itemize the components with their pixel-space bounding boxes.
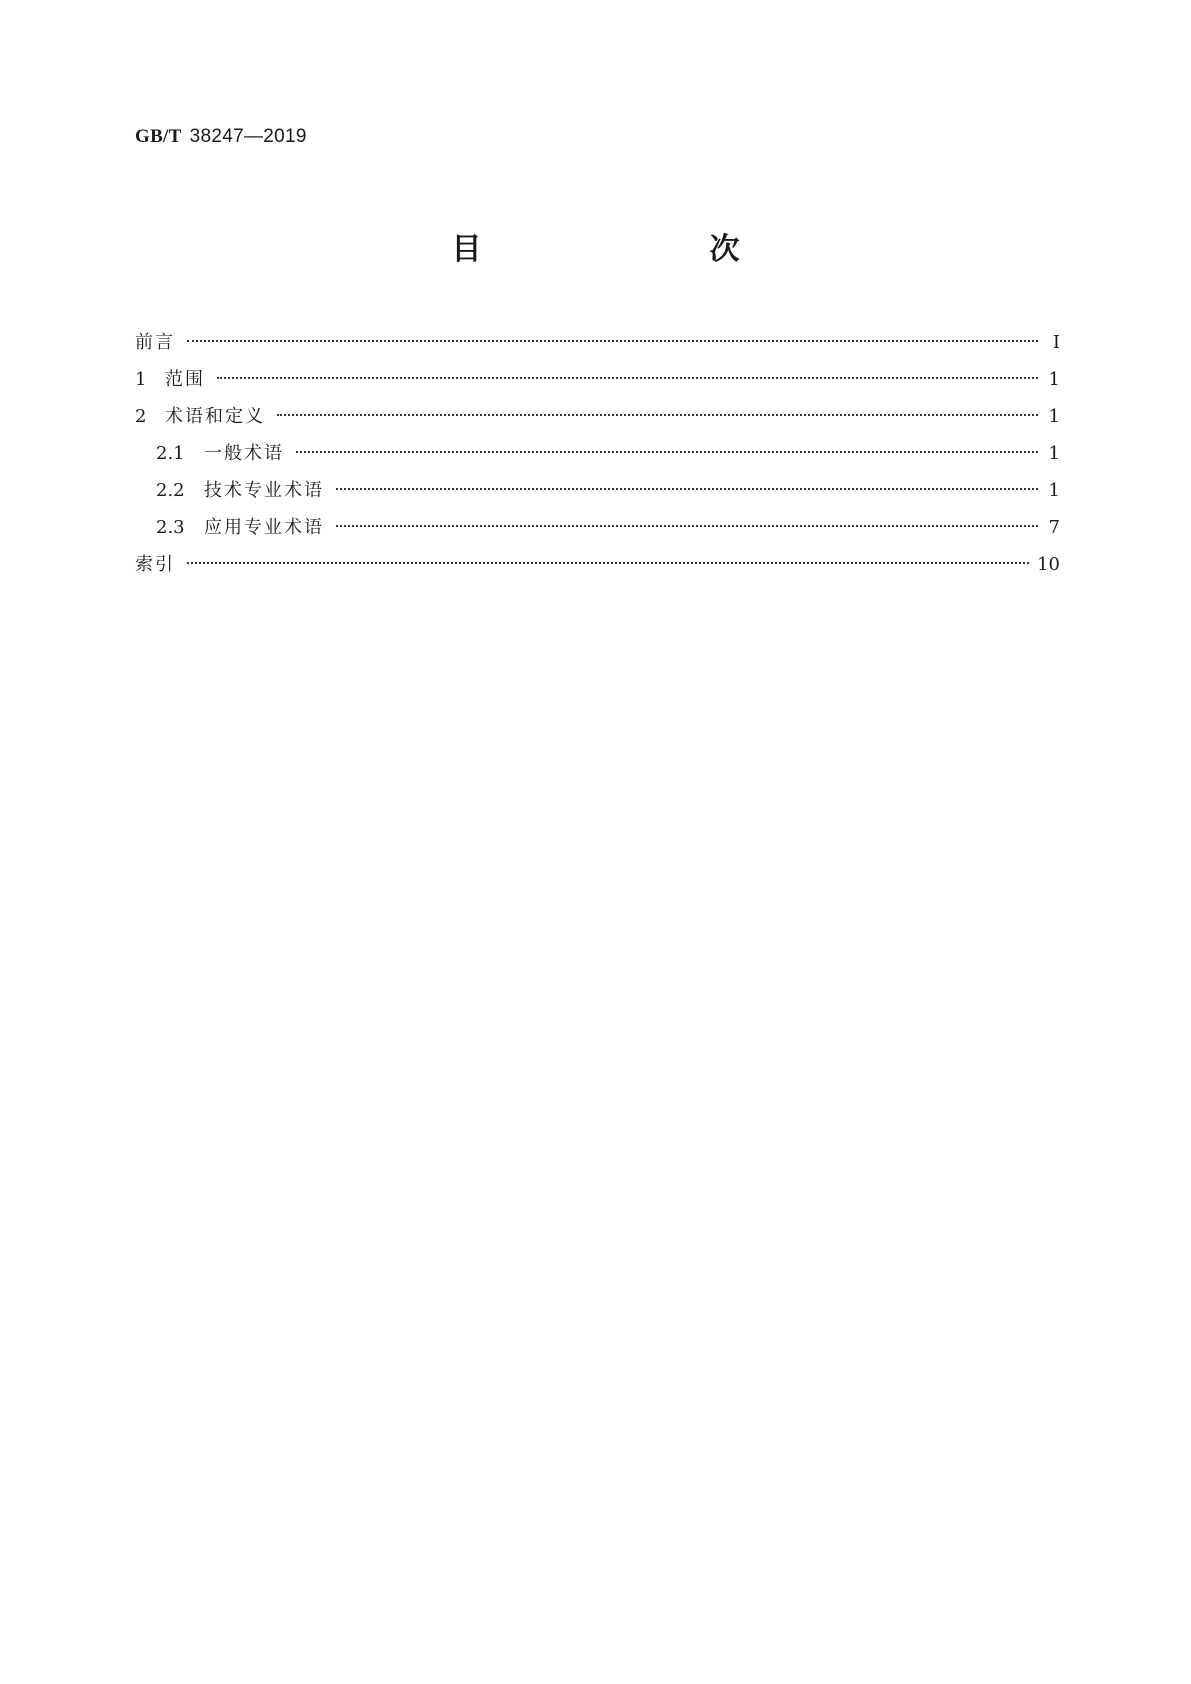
toc-entry-terms-definitions[interactable] (135, 398, 1060, 435)
toc-leader-dots (336, 525, 1038, 527)
toc-entry-label: 前言 (135, 332, 175, 353)
toc-entry-page: 7 (1048, 517, 1060, 538)
toc-entry-label: 术语和定义 (165, 406, 265, 427)
toc-entry-label: 应用专业术语 (204, 517, 324, 538)
toc-entry-page: 10 (1037, 554, 1060, 575)
toc-entry-label: 技术专业术语 (204, 480, 324, 501)
toc-entry-page: 1 (1048, 443, 1060, 464)
toc-entry-technical-terms[interactable] (135, 472, 1060, 509)
toc-leader-dots (217, 377, 1038, 379)
standard-prefix: GB/T (135, 126, 182, 147)
toc-entry-label: 范围 (165, 369, 205, 390)
toc-entry-label: 一般术语 (204, 443, 284, 464)
toc-entry-page: 1 (1048, 480, 1060, 501)
toc-entry-foreword[interactable] (135, 324, 1060, 361)
toc-entry-number: 2.1 (156, 443, 185, 464)
page-title: 目 次 (451, 232, 796, 267)
toc-entry-number: 2 (135, 406, 147, 427)
toc-leader-dots (336, 488, 1038, 490)
toc-entry-application-terms[interactable] (135, 509, 1060, 546)
toc-entry-number: 2.2 (156, 480, 185, 501)
toc-entry-label: 索引 (135, 554, 175, 575)
toc-entry-page: 1 (1048, 406, 1060, 427)
toc-entry-index[interactable] (135, 546, 1060, 583)
toc-entry-general-terms[interactable] (135, 435, 1060, 472)
toc-entry-page: Ⅰ (1052, 332, 1060, 353)
toc-entry-page: 1 (1048, 369, 1060, 390)
standard-number: 38247—2019 (189, 126, 307, 147)
toc-leader-dots (187, 562, 1029, 564)
table-of-contents (135, 324, 1060, 583)
toc-entry-scope[interactable] (135, 361, 1060, 398)
toc-leader-dots (277, 414, 1038, 416)
toc-entry-number: 1 (135, 369, 147, 390)
standard-code (135, 126, 307, 148)
toc-leader-dots (296, 451, 1038, 453)
toc-leader-dots (187, 340, 1038, 342)
toc-entry-number: 2.3 (156, 517, 185, 538)
